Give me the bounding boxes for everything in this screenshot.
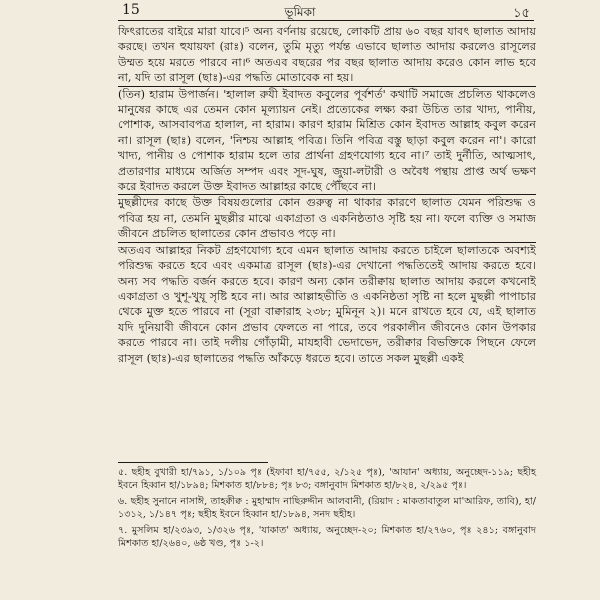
footnote-6: ৬. ছহীহ সুনানে নাসাঈ, তাহক্বীক্ব : মুহাম্মাদ নাছিরুদ্দীন আলবানী, (রিয়াদ : মাকতাবাতুল মা'আরিফ, তাবি), হা/১৩১২, ১/১৪৭ পৃঃ; ছহীহ ইবনে হিব্বান হা/১৮৯৪, সনদ ছহীহ। [118, 496, 536, 520]
header-rule [118, 20, 534, 21]
paragraph-2: (তিন) হারাম উপার্জন। 'হালাল রুযী ইবাদত কবুলের পূর্বশর্ত' কথাটি সমাজে প্রচলিত থাকলেও মানুষের কাছে এর তেমন কোন মূল্যায়ন নেই। প্রত্যেকের লক্ষ্য করা উচিত তার খাদ্য, পানীয়, পোশাক, আসবাবপত্র হালাল, না হারাম। কারণ হারাম মিশ্রিত কোন ইবাদত আল্লাহ কবুল করেন না। রাসূল (ছাঃ) বলেন, 'নিশ্চয় আল্লাহ পবিত্র। তিনি পবিত্র বস্তু ছাড়া কবুল করেন না'। কারো খাদ্য, পানীয় ও পোশাক হারাম হলে তার প্রার্থনা গ্রহণযোগ্য হবে না।⁷ তাই দুর্নীতি, আত্মসাৎ, প্রতারণার মাধ্যমে অর্জিত সম্পদ এবং সূদ-ঘুষ, জুয়া-লটারী ও অবৈধ পন্থায় প্রাপ্ত অর্থ ভক্ষণ করে ইবাদত করলে উক্ত ইবাদত আল্লাহর কাছে পৌঁছবে না। [118, 87, 536, 196]
footnote-7: ৭. মুসলিম হা/২৩৯৩, ১/৩২৬ পৃঃ, 'যাকাত' অধ্যায়, অনুচ্ছেদ-২০; মিশকাত হা/২৭৬০, পৃঃ ২৪১; বঙ্গানুবাদ মিশকাত হা/২৬৪০, ৬ষ্ঠ খণ্ড, পৃঃ ১-২। [118, 525, 536, 549]
footnote-5: ৫. ছহীহ বুখারী হা/৭৯১, ১/১০৯ পৃঃ (ইফাবা হা/৭৫৫, ২/১২৫ পৃঃ), 'আযান' অধ্যায়, অনুচ্ছেদ-১১৯; ছহীহ ইবনে হিব্বান হা/১৮৯৪; মিশকাত হা/৮৮৪; পৃঃ ৮৩; বঙ্গানুবাদ মিশকাত হা/৮২৪, ২/২৯৫ পৃঃ। [118, 467, 536, 491]
paragraph-3: মুছল্লীদের কাছে উক্ত বিষয়গুলোর কোন গুরুত্ব না থাকার কারণে ছালাত যেমন পরিশুদ্ধ ও পবিত্র হয় না, তেমনি মুছল্লীর মাঝে একাগ্রতা ও একনিষ্ঠতাও সৃষ্টি হয় না। ফলে ব্যক্তি ও সমাজ জীবনে প্রচলিত ছালাতের কোন প্রভাবও পড়ে না। [118, 195, 536, 242]
running-header-title: ভূমিকা [284, 5, 316, 19]
paragraph-4: অতএব আল্লাহর নিকট গ্রহণযোগ্য হবে এমন ছালাত আদায় করতে চাইলে ছালাতকে অবশ্যই পরিশুদ্ধ করতে হবে এবং একমাত্র রাসূল (ছাঃ)-এর দেখানো পদ্ধতিতেই আদায় করতে হবে। অন্য সব পদ্ধতি বর্জন করতে হবে। কারণ অন্য কোন তরীক্বায় ছালাত আদায় করলে কখনোই একাগ্রতা ও খুশূ-খুযূ সৃষ্টি হবে না। আর আল্লাহভীতি ও একনিষ্ঠতা সৃষ্টি না হলে মুছল্লী পাপাচার থেকে মুক্ত হতে পারবে না (সূরা বাক্বারাহ ২৩৮; মুমিনূন ২)। মনে রাখতে হবে যে, এই ছালাত যদি দুনিয়াবী জীবনে কোন প্রভাব ফেলতে না পারে, তবে পরকালীন জীবনেও কোন উপকার করতে পারবে না। তাই দলীয় গোঁড়ামী, মাযহাবী ভেদাভেদ, তরীক্বার বিভক্তিকে পিছনে ফেলে রাসূল (ছাঃ)-এর ছালাতের পদ্ধতি আঁকড়ে ধরতে হবে। তাতে সকল মুছল্লী একই [118, 243, 536, 365]
main-text [118, 24, 536, 366]
page-number-left: 15 [122, 2, 140, 18]
footnotes [118, 466, 536, 553]
page-number-right: ১৫ [513, 6, 530, 21]
paragraph-1: ফিৎরাতের বাইরে মারা যাবে।⁵ অন্য বর্ণনায় রয়েছে, লোকটি প্রায় ৬০ বছর যাবৎ ছালাত আদায় করছে। তখন হুযায়ফা (রাঃ) বলেন, তুমি মৃত্যু পর্যন্ত এভাবে ছালাত আদায় করলেও রাসূলের উম্মত হয়ে মরতে পারবে না।⁶ অতএব বছরের পর বছর ছালাত আদায় করেও কোন লাভ হবে না, যদি তা রাসূল (ছাঃ)-এর পদ্ধতি মোতাবেক না হয়। [118, 24, 536, 87]
footnote-rule [118, 462, 268, 463]
